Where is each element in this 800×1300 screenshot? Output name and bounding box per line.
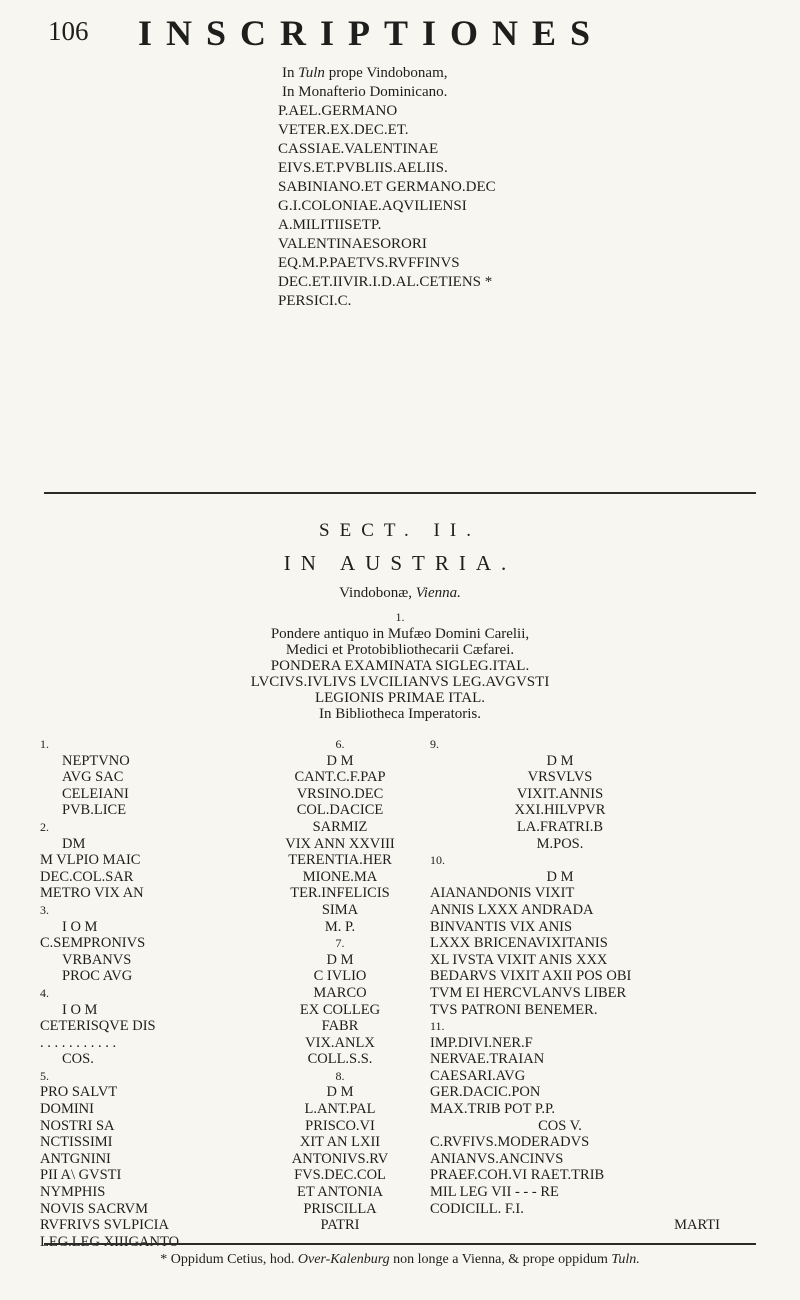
inscription-line: VRSINO.DEC: [296, 785, 384, 802]
inscription-line: FABR: [321, 1018, 359, 1035]
inscription-line: CETERISQVE DIS: [40, 1018, 156, 1035]
inscription-line: MIL LEG VII - - - RE: [430, 1184, 559, 1201]
inscription-line: RVFRIVS SVLPICIA: [40, 1217, 169, 1234]
inscription-number: 4.: [40, 985, 49, 1000]
inscription-line: D M: [326, 951, 354, 968]
inscription-line: NCTISSIMI: [40, 1134, 113, 1151]
inscription-column-middle: [265, 736, 415, 1234]
inscription-number: 9.: [430, 737, 439, 751]
inscription-number: 1.: [40, 737, 49, 751]
inscription-line: MARCO: [313, 984, 367, 1001]
inscription-line: LA.FRATRI.B: [516, 818, 604, 835]
place-latin: Vindobonæ,: [339, 585, 416, 601]
inscription-line: In Bibliotheca Imperatoris.: [318, 706, 482, 722]
inscription-line: ANIANVS.ANCINVS: [430, 1150, 564, 1167]
inscription-line: NOSTRI SA: [40, 1117, 115, 1134]
inscription-line: COS.: [62, 1051, 94, 1068]
inscription-line: DM: [62, 835, 86, 852]
inscription-line: CELEIANI: [62, 785, 129, 802]
inscription-number: 7.: [335, 936, 345, 951]
footnote-place-over-kalenburg: Over-Kalenburg: [297, 1252, 390, 1267]
inscription-line: M.POS.: [536, 835, 584, 852]
inscription-line: NERVAE.TRAIAN: [430, 1051, 545, 1068]
inscription-line: NYMPHIS: [40, 1184, 106, 1201]
inscription-line: PRISCILLA: [303, 1200, 377, 1217]
inscription-number-1: 1.: [395, 610, 405, 624]
inscription-line: BINVANTIS VIX ANIS: [430, 918, 573, 935]
inscription-line: TVS PATRONI BENEMER.: [430, 1001, 598, 1018]
inscription-line: D M: [546, 752, 574, 769]
inscription-line: D M: [326, 1084, 354, 1101]
page-number: 106: [48, 16, 89, 46]
inscription-line: Pondere antiquo in Mufæo Domini Carelii,: [270, 626, 530, 642]
inscription-line: XIT AN LXII: [299, 1134, 381, 1151]
inscription-line: EQ.M.P.PAETVS.RVFFINVS: [278, 255, 460, 271]
inscription-line: AIANANDONIS VIXIT: [430, 885, 575, 902]
inscription-line: PONDERA EXAMINATA SIGLEG.ITAL.: [270, 658, 530, 674]
inscription-line: COL.DACICE: [296, 802, 384, 819]
inscription-line: FVS.DEC.COL: [294, 1167, 386, 1184]
inscription-line: ET ANTONIA: [296, 1184, 384, 1201]
inscription-line: LEG.LEG XIIIGANTO: [40, 1233, 180, 1250]
footnote-divider: [44, 1243, 756, 1245]
inscription-line: SABINIANO.ET GERMANO.DEC: [278, 179, 496, 195]
inscription-line: METRO VIX AN: [40, 885, 144, 902]
inscription-line: M VLPIO MAIC: [40, 852, 141, 869]
inscription-line: PRISCO.VI: [305, 1117, 375, 1134]
inscription-line: VALENTINAESORORI: [278, 236, 427, 252]
inscription-column-left: [40, 736, 260, 1250]
inscription-line: Medici et Protobibliothecarii Cæfarei.: [285, 642, 515, 658]
inscription-line: MARTI: [674, 1217, 720, 1234]
inscription-line: XXI.HILVPVR: [514, 802, 606, 819]
footnote-text-c: non longe a Vienna, & prope oppidum: [389, 1252, 612, 1267]
running-title: INSCRIPTIONES: [138, 13, 605, 53]
inscription-number: 11.: [430, 1019, 445, 1034]
intro-place-suffix: prope Vindobonam,: [324, 65, 448, 81]
section-title: SECT. II.: [319, 520, 481, 541]
inscription-line: COLL.S.S.: [307, 1051, 373, 1068]
intro-inscription-lines: [278, 102, 748, 311]
inscription-line: ANNIS LXXX ANDRADA: [430, 901, 594, 918]
intro-place-prefix: In: [282, 65, 299, 81]
intro-place-line: [278, 64, 748, 83]
inscription-number: 8.: [335, 1068, 345, 1083]
inscription-line: BEDARVS VIXIT AXII POS OBI: [430, 968, 632, 985]
section-divider: [44, 492, 756, 494]
inscription-line: XL IVSTA VIXIT ANIS XXX: [430, 951, 608, 968]
inscription-line: DEC.ET.IIVIR.I.D.AL.CETIENS *: [278, 274, 493, 290]
inscription-line: NEPTVNO: [62, 752, 130, 769]
inscription-line: ANTONIVS.RV: [291, 1150, 389, 1167]
inscription-line: LEGIONIS PRIMAE ITAL.: [314, 690, 486, 706]
intro-monastery-line: In Monafterio Dominicano.: [282, 84, 448, 100]
inscription-line: IMP.DIVI.NER.F: [430, 1034, 533, 1051]
inscription-line: VETER.EX.DEC.ET.: [278, 122, 409, 138]
inscription-line: CASSIAE.VALENTINAE: [278, 141, 439, 157]
inscription-line: DOMINI: [40, 1101, 94, 1118]
footnote-text-a: * Oppidum Cetius, hod.: [160, 1252, 298, 1267]
inscription-line: ANTGNINI: [40, 1150, 111, 1167]
inscription-line: NOVIS SACRVM: [40, 1200, 149, 1217]
inscription-line: PVB.LICE: [62, 802, 127, 819]
inscription-line: COS V.: [538, 1117, 582, 1134]
inscription-line: P.AEL.GERMANO: [278, 103, 398, 119]
inscription-line: VIXIT.ANNIS: [516, 785, 604, 802]
inscription-line: PERSICI.C.: [278, 293, 352, 309]
inscription-line: TER.INFELICIS: [290, 885, 390, 902]
inscription-number: 3.: [40, 902, 49, 917]
inscription-line: A.MILITIISETP.: [278, 217, 382, 233]
inscription-line: EX COLLEG: [299, 1001, 381, 1018]
inscription-line: EIVS.ET.PVBLIIS.AELIIS.: [278, 160, 448, 176]
inscription-line: LVCIVS.IVLIVS LVCILIANVS LEG.AVGVSTI: [250, 674, 550, 690]
inscription-line: C.SEMPRONIVS: [40, 935, 146, 952]
region-title: IN AUSTRIA.: [283, 551, 517, 575]
inscription-line: D M: [546, 868, 574, 885]
inscription-line: I O M: [62, 918, 98, 935]
inscription-line: SIMA: [321, 901, 359, 918]
inscription-line: PRAEF.COH.VI RAET.TRIB: [430, 1167, 605, 1184]
inscription-line: LXXX BRICENAVIXITANIS: [430, 935, 608, 952]
vienna-place-line: [0, 585, 800, 602]
running-head: [48, 12, 748, 62]
footnote-place-tuln: Tuln.: [611, 1252, 640, 1267]
inscription-line: CODICILL. F.I.: [430, 1200, 524, 1217]
inscription-line: PATRI: [320, 1217, 360, 1234]
inscription-line: AVG SAC: [62, 769, 124, 786]
inscription-line: SARMIZ: [312, 818, 368, 835]
intro-place-town: Tuln: [298, 65, 325, 81]
inscription-line: C.RVFIVS.MODERADVS: [430, 1134, 590, 1151]
inscription-line: MIONE.MA: [302, 868, 378, 885]
inscription-line: MAX.TRIB POT P.P.: [430, 1101, 556, 1118]
pondera-inscription: [0, 626, 800, 722]
inscription-line: TERENTIA.HER: [288, 852, 392, 869]
inscription-line: VRBANVS: [62, 951, 132, 968]
inscription-line: VIX.ANLX: [305, 1034, 375, 1051]
inscription-line: PROC AVG: [62, 968, 133, 985]
inscription-number: 5.: [40, 1068, 49, 1083]
inscription-line: L.ANT.PAL: [304, 1101, 376, 1118]
inscription-line: M. P.: [324, 918, 356, 935]
inscription-column-right: [430, 736, 760, 1234]
place-vernacular: Vienna.: [415, 585, 461, 601]
inscription-line: PRO SALVT: [40, 1084, 118, 1101]
inscription-line: CAESARI.AVG: [430, 1067, 526, 1084]
inscription-line: DEC.COL.SAR: [40, 868, 134, 885]
inscription-number: 6.: [335, 737, 345, 751]
intro-inscription: [278, 64, 748, 311]
inscription-line: VRSVLVS: [527, 769, 593, 786]
inscription-line: PII A\ GVSTI: [40, 1167, 122, 1184]
inscription-number: 10.: [430, 853, 445, 868]
inscription-line: G.I.COLONIAE.AQVILIENSI: [278, 198, 467, 214]
inscription-line: D M: [326, 752, 354, 769]
footnote: [0, 1252, 800, 1268]
inscription-line: . . . . . . . . . . .: [40, 1034, 117, 1051]
inscription-line: TVM EI HERCVLANVS LIBER: [430, 984, 627, 1001]
inscription-line: VIX ANN XXVIII: [285, 835, 395, 852]
inscription-line: CANT.C.F.PAP: [294, 769, 386, 786]
inscription-line: GER.DACIC.PON: [430, 1084, 541, 1101]
inscription-number: 2.: [40, 819, 49, 834]
inscription-line: I O M: [62, 1001, 98, 1018]
inscription-line: C IVLIO: [313, 968, 367, 985]
